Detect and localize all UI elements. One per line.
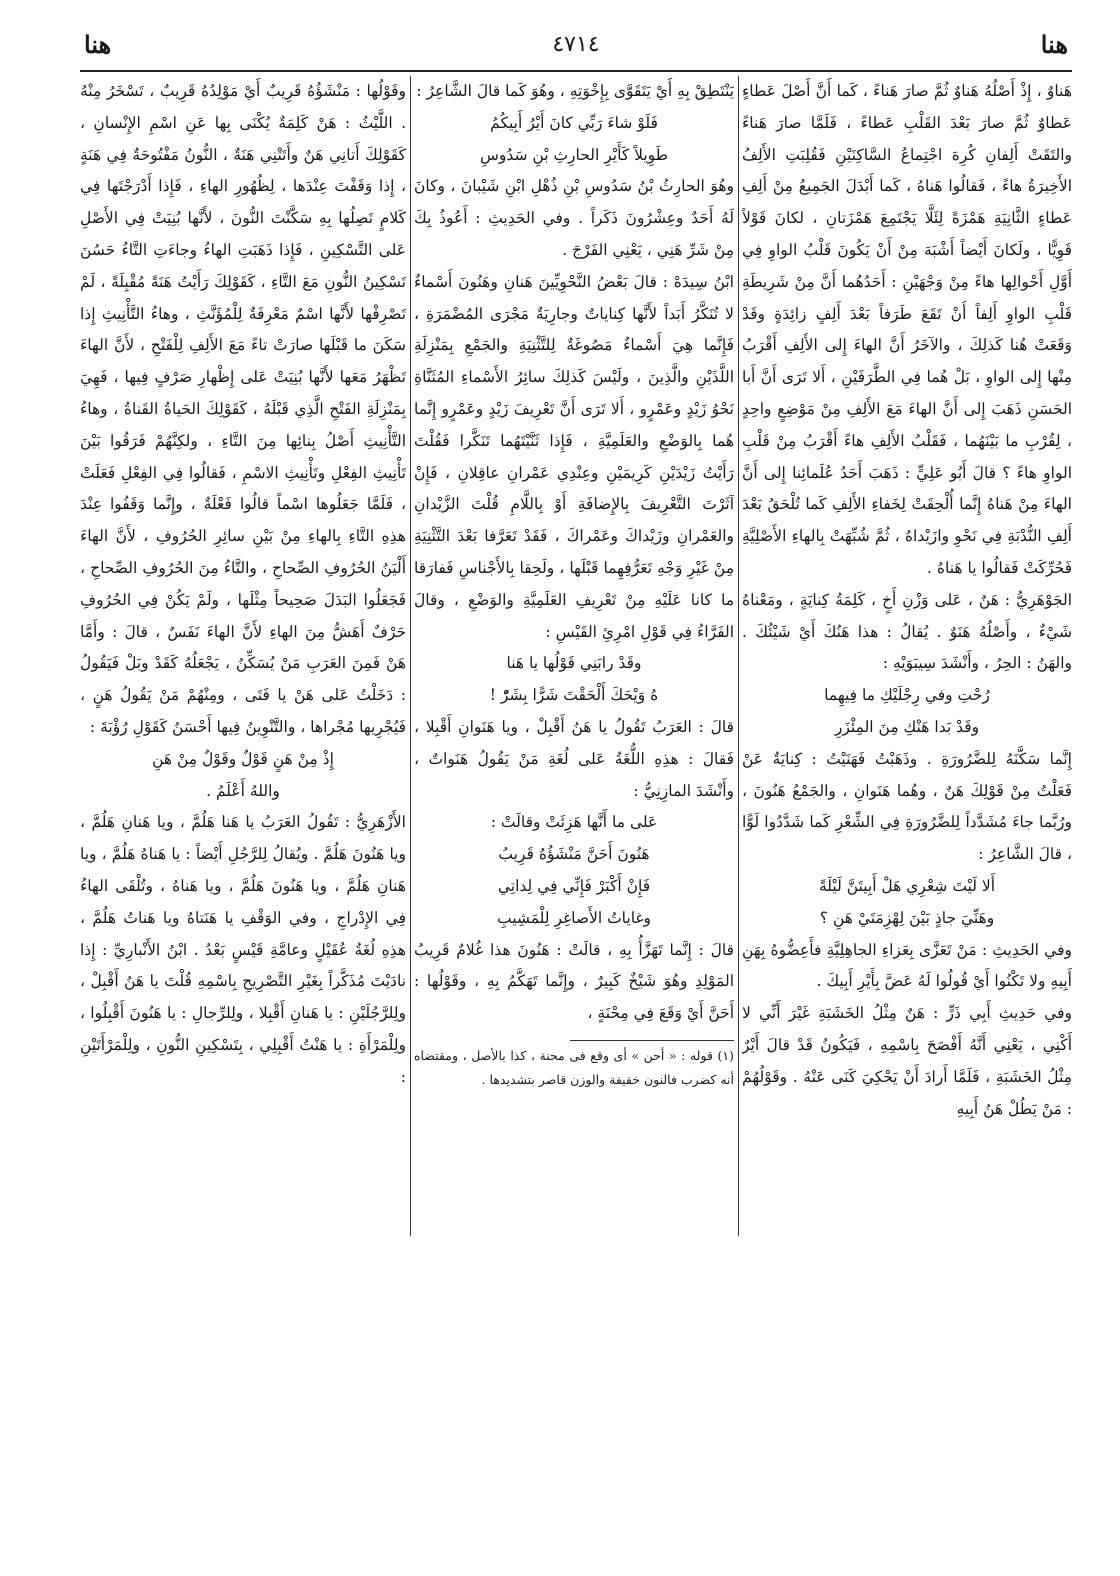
verse-line: وغاياتُ الأَصاغِرِ لِلْمَشِيبِ (496, 908, 652, 927)
verse-line: وهَنِّيَ جاذٍ بَيْنَ لِهْزِمَتَيْ هَنِ ؟ (819, 908, 995, 927)
paragraph: الجَوْهَرِيُّ : هَنٌ ، عَلى وَزْنِ أَخٍ ، كَلِمَةُ كِنايَةٍ ، ومَعْناهُ شَيْءٌ ، وأَصْلُهُ هَنَوٌ . يُقالُ : هذا هَنُكَ أَيْ شَيْئُكَ . والهَنُ : الحِرُ ، وأَنْشَدَ سِيبَوَيْهِ : (742, 590, 1072, 673)
verse-line: رُحْتِ وفي رِجْلَيْكِ ما فِيهِما (824, 686, 990, 705)
paragraph: هَناوٌ ، إِذْ أَصْلُهُ هَناوٌ ثُمَّ صارَ هَناءً ، كَما أَنَّ أَصْلَ عَطاءٍ عَطاوٌ ثُمَّ صارَ بَعْدَ القَلْبِ عَطاءً ، فَلَمَّا صارَ هَناءً والتَقَتْ أَلِفانِ كُرِهَ اجْتِماعُ السَّاكِنَيْنِ فَقُلِبَتِ الأَلِفُ الأَخِيرَةُ هاءً ، فَقالُوا هَناهُ ، كَما أَبْدَلَ الجَمِيعُ مِنْ أَلِفِ عَطاءٍ الثَّانِيَةِ هَمْزَةً لِئَلَّا يَجْتَمِعَ هَمْزَتانِ ، لكانَ قَوْلاً قَوِيًّا ، ولَكانَ أَيْضاً أَشْبَهَ مِنْ أَنْ يَكُونَ قَلْبُ الواوِ فِي أَوَّلِ أَحْوالِها هاءً مِنْ وَجْهَيْنِ : أَحَدُهُما أَنَّ مِنْ شَرِيطَةِ قَلْبِ الواوِ أَلِفاً أَنْ تَقَعَ طَرَفاً بَعْدَ أَلِفٍ زائِدَةٍ وقَدْ وَقَعَتْ هُنا كَذلِكَ ، والآخَرُ أَنَّ الهاءَ إِلى الأَلِفِ أَقْرَبُ مِنْها إِلى الواوِ ، بَلْ هُما فِي الطَّرَفَيْنِ ، أَلا تَرَى أَنَّ أَبا الحَسَنِ ذَهَبَ إِلى أَنَّ الهاءَ مَعَ الأَلِفِ مِنْ مَوْضِعٍ واحِدٍ ، لِقُرْبِ ما بَيْنَهُما ، فَقَلْبُ الأَلِفِ هاءً أَقْرَبُ مِنْ قَلْبِ الواوِ هاءً ؟ قالَ أَبُو عَلِيٍّ : ذَهَبَ أَحَدُ عُلَمائِنا إِلى أَنَّ الهاءَ مِنْ هَناهُ إِنَّما أُلْحِقَتْ لِخَفاءِ الأَلِفِ كَما تُلْحَقُ بَعْدَ أَلِفِ النُّدْبَةِ فِي نَحْوِ وازَيْداهُ ، ثُمَّ شُبِّهَتْ بِالهاءِ الأَصْلِيَّةِ فَحُرِّكَتْ فَقالُوا يا هَناهُ . (742, 82, 1072, 577)
footnote-rule (570, 1040, 734, 1041)
verse-line: هُ وَيْحَكَ أَلْحَقْتَ شَرًّا بِشَرّْ ! (489, 686, 659, 705)
page-number: ٤٧١٤ (552, 32, 600, 57)
paragraph: قالَ : العَرَبُ تَقُولُ يا هَنُ أَقْبِلْ ، ويا هَنَوانِ أَقْبِلا ، فَقالَ : هذِهِ اللُّغَةُ عَلى لُغَةِ مَنْ يَقُولُ هَنَواتٌ ، وأَنْشَدَ المازِنِيُّ : (414, 717, 734, 800)
header-rule (80, 70, 1072, 72)
column-divider (738, 76, 739, 1236)
footnote: (١) قوله : « أحن » أى وقع فى محنة ، كذا بالأصل ، ومقتضاه أنه كضرب فالنون خفيفة والوزن قاصر بتشديدها . (414, 1048, 734, 1087)
verse-line: واللهُ أَعْلَمُ . (206, 781, 280, 800)
paragraph: وقَوْلُها : مَنْشَؤُهُ قَرِيبٌ أَيْ مَوْلِدُهُ قَرِيبٌ ، تَسْخَرُ مِنْهُ . اللَّيْثُ : هَنْ كَلِمَةٌ يُكْنَى بِها عَنِ اسْمِ الإِنْسانِ ، كَقَوْلِكَ أَتانِي هَنٌ وأَتَتْنِي هَنَةٌ ، النُّونُ مَفْتُوحَةٌ فِي هَنَةٍ ، إِذا وَقَفْتَ عِنْدَها ، لِظُهُورِ الهاءِ ، فَإِذا أَدْرَجْتَها فِي كَلامٍ تَصِلُها بِهِ سَكَّنْتَ النُّونَ ، لأَنَّها بُنِيَتْ فِي الأَصْلِ عَلى التَّسْكِينِ ، فَإِذا ذَهَبَتِ الهاءُ وجاءَتِ التَّاءُ حَسُنَ تَسْكِينُ النُّونِ مَعَ التَّاءِ ، كَقَوْلِكَ رَأَيْتُ هَنَةً مُقْبِلَةً ، لَمْ تَصْرِفْها لأَنَّها اسْمٌ مَعْرِفَةٌ لِلْمُؤَنَّثِ ، وهاءُ التَّأْنِيثِ إِذا سَكَنَ ما قَبْلَها صارَتْ تاءً مَعَ الأَلِفِ لِلْفَتْحِ ، لأَنَّ الهاءَ تَظْهَرُ مَعَها لأَنَّها بُنِيَتْ عَلى إِظْهارِ صَرْفٍ فِيها ، فَهِيَ بِمَنْزِلَةِ الفَتْحِ الَّذِي قَبْلَهُ ، كَقَوْلِكَ الحَياةُ القَناةُ ، وهاءُ التَّأْنِيثِ أَصْلُ بِنائِها مِنَ التَّاءِ ، ولكِنَّهُمْ فَرَقُوا بَيْنَ تَأْنِيثِ الفِعْلِ وتَأْنِيثِ الاسْمِ ، فَقالُوا فِي الفِعْلِ فَعَلَتْ ، فَلَمَّا جَعَلُوها اسْماً قالُوا فَعْلَةٌ ، وإِنَّما وَقَفُوا عِنْدَ هذِهِ التَّاءِ بِالهاءِ مِنْ بَيْنِ سائِرِ الحُرُوفِ ، لأَنَّ الهاءَ أَلْيَنُ الحُرُوفِ الصِّحاحِ ، والتَّاءُ مِنَ الحُرُوفِ الصِّحاحِ ، فَجَعَلُوا البَدَلَ صَحِيحاً مِثْلَها ، ولَمْ يَكُنْ فِي الحُرُوفِ حَرْفٌ أَهَشُّ مِنَ الهاءِ لأَنَّ الهاءَ نَفَسٌ ، قالَ : وأَمَّا هَنْ فَمِنَ العَرَبِ مَنْ يُسَكِّنُ ، يَجْعَلُهُ كَقَدْ وبَلْ فَيَقُولُ : دَخَلْتُ عَلى هَنْ يا فَتَى ، ومِنْهُمْ مَنْ يَقُولُ هَنٍ ، فَيُجْرِيها مُجْراها ، والتَّنْوِينُ فِيها أَحْسَنُ كَقَوْلِ رُؤْبَةَ : (80, 82, 406, 736)
verse-line: هَنُونَ أَحَنَّ مَنْشَؤُهُ قَرِيبُ (498, 845, 650, 864)
header-headword-left: هنا (84, 30, 112, 59)
verse-line: إِذْ مِنْ هَنٍ قَوْلٌ وقَوْلٌ مِنْ هَنِ (152, 749, 334, 768)
header-headword-right: هنا (1040, 30, 1068, 59)
verse-line: وقَدْ بَدا هَنْكِ مِنَ المِئْزَرِ (834, 717, 980, 736)
paragraph: يَنْتَطِقْ بِهِ أَيْ يَتَقَوَّى بِإِخْوَتِهِ ، وهُوَ كَما قالَ الشَّاعِرُ : (416, 82, 734, 100)
verse-line: وقَدْ رابَنِي قَوْلُها يا هَنا (506, 654, 642, 673)
verse-line: فَإِنْ أَكْبَرْ فَإِنِّي فِي لِداتِي (497, 876, 651, 895)
page-header (80, 26, 1072, 70)
column-right (742, 76, 1072, 1256)
verse-line: طَوِيلاً كَأَيْرِ الحارِثِ بْنِ سَدُوسِ (479, 145, 669, 164)
paragraph: قالَ : إِنَّما تَهَزَّأُ بِهِ ، قالَتْ : هَنُونَ هذا غُلامٌ قَرِيبُ المَوْلِدِ وهُوَ شَيْخٌ كَبِيرٌ ، وإِنَّما تَهَكَّمُ بِهِ ، وقَوْلُها : أَحَنَّ أَيْ وَقَعَ فِي مِحْنَةٍ ، (414, 940, 734, 1023)
verse-line: فَلَوْ شاءَ رَبِّي كانَ أَيْرُ أَبِيكُمُ (490, 113, 658, 132)
verse-line: أَلا لَيْتَ شِعْرِي هَلْ أَبِيتَنَّ لَيْلَةً (818, 876, 996, 895)
paragraph: إِنَّما سَكَّنَهُ لِلضَّرُورَةِ . وذَهَبْتُ فَهَنَيْتُ : كِنايَةٌ عَنْ فَعَلْتُ مِنْ قَوْلِكَ هَنٌ ، وهُما هَنَوانِ ، والجَمْعُ هَنُونَ ، ورُبَّما جاءَ مُشَدَّداً لِلضَّرُورَةِ فِي الشِّعْرِ كَما شَدَّدُوا لَوًّا ، قالَ الشَّاعِرُ : (742, 749, 1072, 864)
paragraph: وهُوَ الحارِثُ بْنُ سَدُوسِ بْنِ ذُهْلِ ابْنِ شَيْبانَ ، وكانَ لَهُ أَحَدٌ وعِشْرُونَ ذَكَراً . وفي الحَدِيثِ : أَعُوذُ بِكَ مِنْ شَرِّ هَنِي ، يَعْنِي الفَرْجَ . (414, 177, 734, 259)
verse-line: عَلى ما أَنَّها هَزِئَتْ وقالَتْ : (490, 813, 658, 832)
column-divider (410, 76, 411, 1236)
column-left (80, 76, 406, 1406)
paragraph: ابْنُ سِيدَهْ : قالَ بَعْضُ النَّحْوِيِّينَ هَنانِ وهَنُونَ أَسْماءٌ لا تُنَكَّرُ أَبَداً لأَنَّها كِناياتٌ وجارِيَةٌ مَجْرَى المُضْمَرَةِ ، فَإِنَّما هِيَ أَسْماءٌ مَصُوغَةٌ لِلتَّثْنِيَةِ والجَمْعِ بِمَنْزِلَةِ اللَّذَيْنِ والَّذِينَ ، ولَيْسَ كَذلِكَ سائِرُ الأَسْماءِ المُثَنَّاةِ نَحْوُ زَيْدٍ وعَمْرٍو ، أَلا تَرَى أَنَّ تَعْرِيفَ زَيْدٍ وعَمْرٍو إِنَّما هُما بِالوَضْعِ والعَلَمِيَّةِ ، فَإِذا ثَنَّيْتَهُما تَنَكَّرا فَقُلْتَ رَأَيْتُ زَيْدَيْنِ كَرِيمَيْنِ وعِنْدِي عَمْرانِ عاقِلانِ ، فَإِنْ آثَرْتَ التَّعْرِيفَ بِالإِضافَةِ أَوْ بِاللَّامِ قُلْتَ الزَّيْدانِ والعَمْرانِ وزَيْداكَ وعَمْراكَ ، فَقَدْ تَعَرَّفا بَعْدَ التَّثْنِيَةِ مِنْ غَيْرِ وَجْهِ تَعَرُّفِهِما قَبْلَها ، ولَحِقا بِالأَجْناسِ فَفارَقا ما كانا عَلَيْهِ مِنْ تَعْرِيفِ العَلَمِيَّةِ والوَضْعِ ، وقالَ الفَرَّاءُ فِي قَوْلِ امْرِئِ القَيْسِ : (414, 272, 734, 641)
paragraph: الأَزْهَرِيُّ : تَقُولُ العَرَبُ يا هَنا هَلُمَّ ، ويا هَنانِ هَلُمَّ ، ويا هَنُونَ هَلُمَّ . ويُقالُ لِلرَّجُلِ أَيْضاً : يا هَناهُ هَلُمَّ ، ويا هَنانِ هَلُمَّ ، ويا هَنُونَ هَلُمَّ ، ويا هَناهُ ، وتُلْقَى الهاءُ فِي الإِدْراجِ ، وفي الوَقْفِ يا هَنَتاهُ ويا هَناتُ هَلُمَّ ، هذِهِ لُغَةُ عُقَيْلٍ وعامَّةِ قَيْسٍ بَعْدُ . ابْنُ الأَنْبارِيِّ : إِذا نادَيْتَ مُذَكَّراً بِغَيْرِ التَّصْرِيحِ بِاسْمِهِ قُلْتَ يا هَنُ أَقْبِلْ ، ولِلرَّجُلَيْنِ : يا هَنانِ أَقْبِلا ، ولِلرِّجالِ : يا هَنُونَ أَقْبِلُوا ، ولِلْمَرْأَةِ : يا هَنْتُ أَقْبِلِي ، بِتَسْكِينِ النُّونِ ، ولِلْمَرْأَتَيْنِ : (80, 813, 406, 1086)
paragraph: وفي الحَدِيثِ : مَنْ تَعَزَّى بِعَزاءِ الجاهِلِيَّةِ فأَعِضُّوهُ بِهَنِ أَبِيهِ ولا تَكْنُوا أَيْ قُولُوا لَهُ عَضَّ بِأَيْرِ أَبِيكَ . (742, 940, 1072, 991)
paragraph: وفي حَدِيثِ أَبِي ذَرٍّ : هَنٌ مِثْلُ الخَشَبَةِ غَيْرَ أَنِّي لا أَكْنِي ، يَعْنِي أَنَّهُ أَفْصَحَ بِاسْمِهِ ، فَيَكُونُ قَدْ قالَ أَيْرٌ مِثْلُ الخَشَبَةِ ، فَلَمَّا أَرادَ أَنْ يَحْكِيَ كَنَى عَنْهُ . وقَوْلُهُمْ : مَنْ يَطُلْ هَنُ أَبِيهِ (742, 1004, 1072, 1118)
